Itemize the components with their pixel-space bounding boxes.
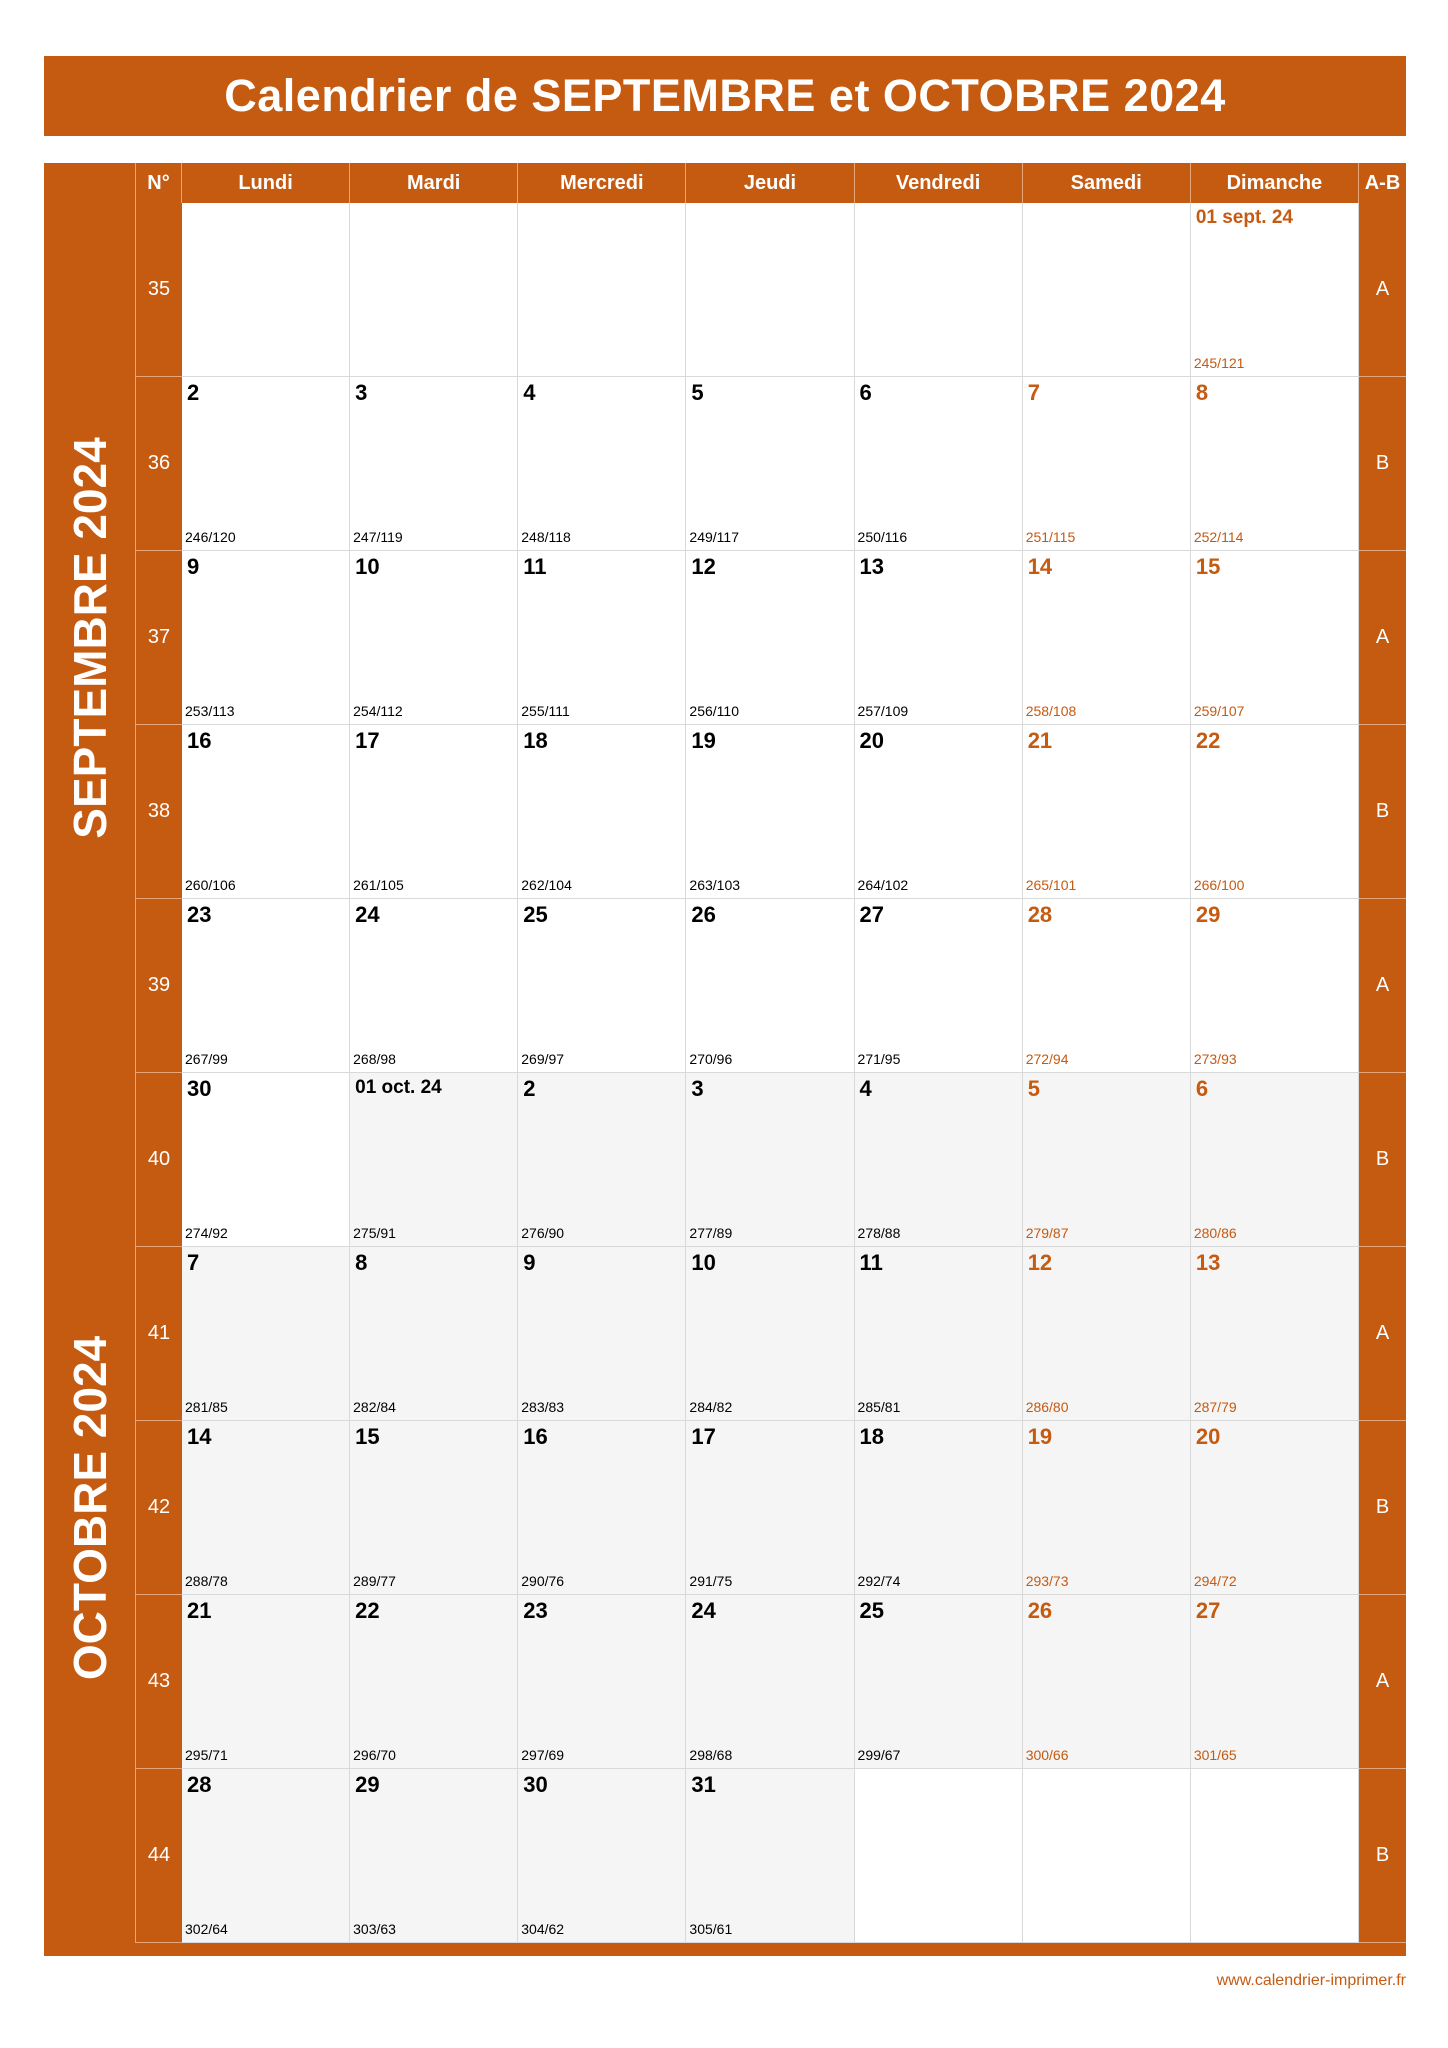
ab-week-label: B (1359, 1769, 1406, 1943)
day-of-year: 278/88 (857, 1225, 901, 1241)
empty-cell (855, 1769, 1023, 1943)
day-cell[interactable] (518, 899, 686, 1073)
day-number: 9 (523, 1250, 536, 1275)
day-of-year: 285/81 (857, 1399, 901, 1415)
day-number: 24 (355, 902, 380, 927)
day-cell[interactable] (1023, 1247, 1191, 1421)
day-cell[interactable] (855, 899, 1023, 1073)
day-cell[interactable] (855, 377, 1023, 551)
week-number: 41 (136, 1247, 182, 1421)
day-cell[interactable] (350, 1769, 518, 1943)
day-of-year: 300/66 (1025, 1747, 1069, 1763)
day-number: 23 (187, 902, 212, 927)
ab-week-label: B (1359, 1073, 1406, 1247)
ab-week-label: A (1359, 1247, 1406, 1421)
month-band-1 (44, 1073, 136, 1943)
header-day-0: Lundi (182, 163, 350, 203)
day-number: 14 (1027, 554, 1053, 579)
title-bar (44, 56, 1406, 136)
day-of-year: 298/68 (689, 1747, 733, 1763)
day-cell[interactable] (1191, 377, 1359, 551)
day-number: 2 (187, 380, 200, 405)
empty-cell (855, 203, 1023, 377)
day-of-year: 269/97 (521, 1051, 565, 1067)
day-number: 5 (1027, 1076, 1040, 1101)
day-number: 10 (355, 554, 380, 579)
day-of-year: 264/102 (857, 877, 909, 893)
day-cell[interactable] (1023, 377, 1191, 551)
day-number: 11 (523, 554, 547, 579)
day-number: 8 (355, 1250, 368, 1275)
day-number: 23 (523, 1598, 548, 1623)
day-number: 9 (187, 554, 200, 579)
day-number: 14 (187, 1424, 212, 1449)
day-cell[interactable] (350, 551, 518, 725)
ab-week-label: A (1359, 551, 1406, 725)
day-number: 26 (691, 902, 716, 927)
day-of-year: 259/107 (1193, 703, 1245, 719)
day-cell[interactable] (182, 1595, 350, 1769)
month-label: OCTOBRE 2024 (63, 1335, 116, 1681)
day-number: 13 (1195, 1250, 1221, 1275)
empty-cell (350, 203, 518, 377)
day-number: 6 (1195, 1076, 1209, 1101)
month-label: SEPTEMBRE 2024 (63, 437, 116, 839)
day-cell[interactable] (182, 1247, 350, 1421)
day-number: 7 (1027, 380, 1040, 405)
header-day-4: Vendredi (855, 163, 1023, 203)
header-week-number: N° (136, 163, 182, 203)
day-of-year: 304/62 (521, 1921, 565, 1937)
day-number: 8 (1195, 380, 1209, 405)
day-cell[interactable] (350, 1073, 518, 1247)
day-of-year: 287/79 (1193, 1399, 1237, 1415)
day-cell[interactable] (1191, 1073, 1359, 1247)
day-cell[interactable] (518, 1769, 686, 1943)
header-day-5: Samedi (1023, 163, 1191, 203)
day-number: 30 (523, 1772, 548, 1797)
day-cell[interactable] (686, 1769, 854, 1943)
day-number: 19 (1027, 1424, 1053, 1449)
day-number: 22 (355, 1598, 380, 1623)
header-day-6: Dimanche (1191, 163, 1359, 203)
week-number: 44 (136, 1769, 182, 1943)
footer-url[interactable]: www.calendrier-imprimer.fr (1216, 1972, 1406, 1989)
day-of-year: 266/100 (1193, 877, 1245, 893)
day-number: 29 (355, 1772, 380, 1797)
day-of-year: 284/82 (689, 1399, 733, 1415)
day-cell[interactable] (518, 1073, 686, 1247)
day-number: 25 (523, 902, 548, 927)
empty-cell (1023, 1769, 1191, 1943)
day-number: 24 (691, 1598, 716, 1623)
day-of-year: 290/76 (521, 1573, 565, 1589)
week-number: 42 (136, 1421, 182, 1595)
day-number: 01 sept. 24 (1195, 207, 1293, 228)
day-of-year: 296/70 (353, 1747, 396, 1763)
day-cell[interactable] (855, 1073, 1023, 1247)
day-of-year: 260/106 (185, 877, 236, 893)
day-cell[interactable] (1023, 1595, 1191, 1769)
day-cell[interactable] (855, 1421, 1023, 1595)
day-cell[interactable] (518, 1421, 686, 1595)
day-of-year: 297/69 (521, 1747, 565, 1763)
page-title: Calendrier de SEPTEMBRE et OCTOBRE 2024 (224, 70, 1226, 121)
week-number: 39 (136, 899, 182, 1073)
day-number: 28 (187, 1772, 212, 1797)
day-cell[interactable] (350, 1247, 518, 1421)
day-of-year: 276/90 (521, 1225, 565, 1241)
day-cell[interactable] (1191, 1247, 1359, 1421)
day-cell[interactable] (350, 725, 518, 899)
day-of-year: 261/105 (353, 877, 404, 893)
day-of-year: 258/108 (1025, 703, 1077, 719)
day-cell[interactable] (518, 377, 686, 551)
day-number: 17 (355, 728, 380, 753)
day-number: 20 (859, 728, 885, 753)
day-cell[interactable] (182, 899, 350, 1073)
day-cell[interactable] (855, 1595, 1023, 1769)
day-of-year: 246/120 (185, 529, 236, 545)
day-number: 18 (523, 728, 548, 753)
day-of-year: 247/119 (353, 529, 403, 545)
day-of-year: 253/113 (185, 703, 235, 719)
day-cell[interactable] (1191, 551, 1359, 725)
ab-week-label: B (1359, 377, 1406, 551)
day-of-year: 282/84 (353, 1399, 396, 1415)
day-number: 2 (523, 1076, 536, 1101)
header-ab: A-B (1359, 163, 1406, 203)
day-of-year: 256/110 (689, 703, 739, 719)
day-cell[interactable] (518, 1247, 686, 1421)
day-of-year: 299/67 (857, 1747, 901, 1763)
day-of-year: 286/80 (1025, 1399, 1069, 1415)
day-number: 17 (691, 1424, 716, 1449)
day-of-year: 280/86 (1193, 1225, 1237, 1241)
day-cell[interactable] (182, 551, 350, 725)
day-cell[interactable] (182, 725, 350, 899)
day-cell[interactable] (1023, 1421, 1191, 1595)
day-of-year: 277/89 (689, 1225, 733, 1241)
day-cell[interactable] (182, 1421, 350, 1595)
day-cell[interactable] (182, 1073, 350, 1247)
header-day-3: Jeudi (686, 163, 854, 203)
day-number: 4 (859, 1076, 872, 1101)
day-number: 31 (691, 1772, 716, 1797)
day-cell[interactable] (686, 551, 854, 725)
day-cell[interactable] (1191, 1421, 1359, 1595)
empty-cell (686, 203, 854, 377)
day-of-year: 301/65 (1193, 1747, 1237, 1763)
day-of-year: 274/92 (185, 1225, 228, 1241)
day-number: 4 (523, 380, 536, 405)
day-cell[interactable] (686, 1595, 854, 1769)
day-cell[interactable] (350, 899, 518, 1073)
day-cell[interactable] (1191, 725, 1359, 899)
day-number: 30 (187, 1076, 212, 1101)
day-cell[interactable] (350, 1595, 518, 1769)
day-of-year: 283/83 (521, 1399, 565, 1415)
week-number: 36 (136, 377, 182, 551)
day-cell[interactable] (855, 551, 1023, 725)
week-number: 37 (136, 551, 182, 725)
day-of-year: 291/75 (689, 1573, 733, 1589)
day-of-year: 268/98 (353, 1051, 396, 1067)
day-number: 27 (1195, 1598, 1221, 1623)
day-number: 18 (859, 1424, 885, 1449)
day-number: 27 (859, 902, 885, 927)
day-number: 6 (859, 380, 872, 405)
ab-week-label: B (1359, 725, 1406, 899)
day-of-year: 257/109 (857, 703, 909, 719)
day-number: 26 (1027, 1598, 1053, 1623)
day-number: 21 (1027, 728, 1053, 753)
day-cell[interactable] (686, 725, 854, 899)
day-cell[interactable] (686, 1247, 854, 1421)
day-of-year: 303/63 (353, 1921, 396, 1937)
day-of-year: 270/96 (689, 1051, 733, 1067)
day-number: 3 (691, 1076, 704, 1101)
day-of-year: 250/116 (857, 529, 908, 545)
week-number: 40 (136, 1073, 182, 1247)
empty-cell (1023, 203, 1191, 377)
day-of-year: 248/118 (521, 529, 571, 545)
day-of-year: 255/111 (521, 703, 570, 719)
day-of-year: 249/117 (689, 529, 739, 545)
day-number: 10 (691, 1250, 716, 1275)
day-of-year: 292/74 (857, 1573, 901, 1589)
day-cell[interactable] (1023, 551, 1191, 725)
day-cell[interactable] (1023, 1073, 1191, 1247)
day-number: 12 (1027, 1250, 1053, 1275)
day-cell[interactable] (1191, 899, 1359, 1073)
day-of-year: 302/64 (185, 1921, 228, 1937)
day-number: 28 (1027, 902, 1053, 927)
day-of-year: 289/77 (353, 1573, 396, 1589)
day-cell[interactable] (182, 1769, 350, 1943)
day-of-year: 251/115 (1025, 529, 1076, 545)
day-of-year: 293/73 (1025, 1573, 1069, 1589)
day-number: 16 (187, 728, 212, 753)
day-number: 16 (523, 1424, 548, 1449)
day-number: 15 (1195, 554, 1221, 579)
header-corner (44, 163, 136, 203)
day-cell[interactable] (1191, 1595, 1359, 1769)
day-cell[interactable] (686, 1073, 854, 1247)
day-cell[interactable] (1023, 725, 1191, 899)
day-of-year: 305/61 (689, 1921, 733, 1937)
header-day-2: Mercredi (518, 163, 686, 203)
empty-cell (182, 203, 350, 377)
day-of-year: 252/114 (1193, 529, 1244, 545)
day-of-year: 262/104 (521, 877, 572, 893)
empty-cell (1191, 1769, 1359, 1943)
week-number: 43 (136, 1595, 182, 1769)
day-cell[interactable] (686, 377, 854, 551)
day-cell[interactable] (518, 725, 686, 899)
day-of-year: 254/112 (353, 703, 403, 719)
ab-week-label: B (1359, 1421, 1406, 1595)
day-cell[interactable] (686, 1421, 854, 1595)
day-of-year: 279/87 (1025, 1225, 1069, 1241)
day-cell[interactable] (686, 899, 854, 1073)
day-number: 29 (1195, 902, 1221, 927)
ab-week-label: A (1359, 1595, 1406, 1769)
week-number: 38 (136, 725, 182, 899)
day-cell[interactable] (855, 1247, 1023, 1421)
day-cell[interactable] (182, 377, 350, 551)
day-cell[interactable] (1191, 203, 1359, 377)
day-number: 21 (187, 1598, 212, 1623)
day-number: 13 (859, 554, 885, 579)
day-of-year: 272/94 (1025, 1051, 1069, 1067)
week-number: 35 (136, 203, 182, 377)
header-day-1: Mardi (350, 163, 518, 203)
day-number: 12 (691, 554, 716, 579)
day-cell[interactable] (855, 725, 1023, 899)
day-number: 7 (187, 1250, 200, 1275)
day-of-year: 295/71 (185, 1747, 228, 1763)
day-of-year: 271/95 (857, 1051, 901, 1067)
day-number: 25 (859, 1598, 885, 1623)
day-number: 3 (355, 380, 368, 405)
day-of-year: 294/72 (1193, 1573, 1237, 1589)
day-cell[interactable] (350, 377, 518, 551)
ab-week-label: A (1359, 203, 1406, 377)
day-of-year: 281/85 (185, 1399, 228, 1415)
month-band-0 (44, 203, 136, 1073)
day-number: 5 (691, 380, 704, 405)
day-of-year: 265/101 (1025, 877, 1077, 893)
day-number: 15 (355, 1424, 380, 1449)
day-of-year: 267/99 (185, 1051, 228, 1067)
day-of-year: 263/103 (689, 877, 741, 893)
day-number: 01 oct. 24 (355, 1077, 442, 1098)
day-of-year: 245/121 (1193, 355, 1245, 371)
day-number: 19 (691, 728, 716, 753)
day-of-year: 275/91 (353, 1225, 396, 1241)
day-of-year: 273/93 (1193, 1051, 1237, 1067)
empty-cell (518, 203, 686, 377)
calendar-grid (44, 163, 1406, 1956)
ab-week-label: A (1359, 899, 1406, 1073)
day-of-year: 288/78 (185, 1573, 228, 1589)
day-cell[interactable] (518, 1595, 686, 1769)
day-number: 22 (1195, 728, 1221, 753)
day-cell[interactable] (1023, 899, 1191, 1073)
day-cell[interactable] (518, 551, 686, 725)
day-cell[interactable] (350, 1421, 518, 1595)
day-number: 20 (1195, 1424, 1221, 1449)
day-number: 11 (859, 1250, 883, 1275)
